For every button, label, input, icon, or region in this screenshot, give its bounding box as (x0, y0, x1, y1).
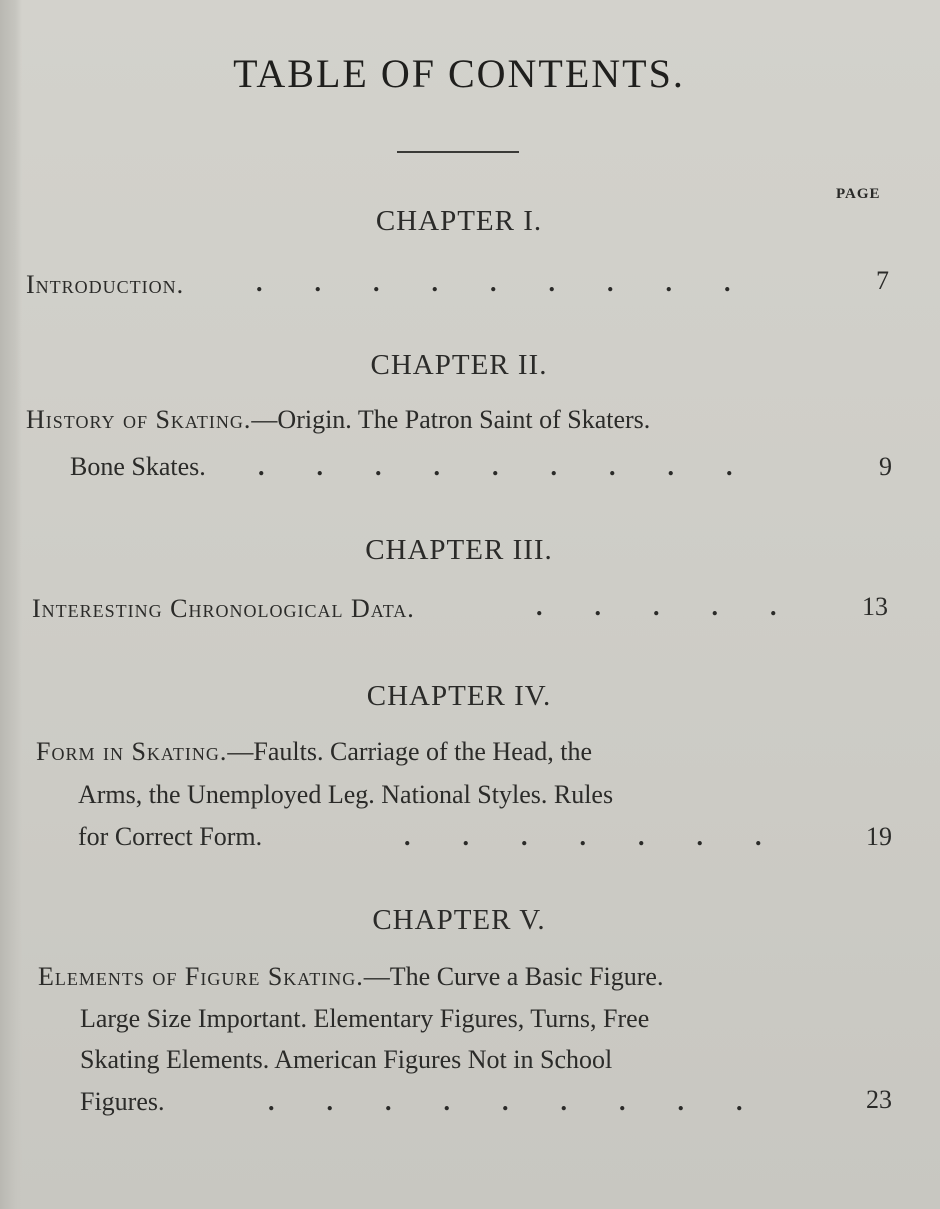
toc-entry-2[interactable] (26, 405, 650, 435)
entry-text-line: —Faults. Carriage of the Head, the (227, 737, 593, 766)
leader-dots: . . . . . . . . . (256, 268, 731, 297)
chapter-heading-1: CHAPTER I. (375, 205, 543, 237)
chapter-heading-4: CHAPTER IV. (366, 680, 552, 712)
chapter-heading-2: CHAPTER II. (370, 349, 548, 381)
page-number-3: 13 (862, 592, 888, 621)
entry-title-history: History of Skating. (26, 405, 252, 434)
page-number-4: 19 (866, 822, 892, 851)
entry-title-elements: Elements of Figure Skating. (38, 962, 364, 991)
leader-dots: . . . . . (536, 592, 777, 621)
page-number-1: 7 (876, 266, 889, 295)
toc-entry-3[interactable] (32, 594, 415, 624)
entry-continuation-line: Figures. (80, 1087, 165, 1116)
page-edge-shadow (0, 0, 22, 1209)
page-number-2: 9 (879, 452, 892, 481)
entry-continuation-line: for Correct Form. (78, 822, 263, 851)
leader-dots: . . . . . . . . . (268, 1087, 743, 1116)
title-rule (397, 151, 519, 153)
entry-title-chronological: Interesting Chronological Data. (32, 594, 415, 623)
chapter-heading-3: CHAPTER III. (365, 534, 553, 566)
toc-entry-4[interactable] (36, 737, 592, 767)
toc-entry-1[interactable] (26, 270, 184, 300)
entry-continuation-line: Arms, the Unemployed Leg. National Styles. Rules (78, 780, 614, 809)
leader-dots: . . . . . . . . . (258, 452, 733, 481)
chapter-heading-5: CHAPTER V. (372, 904, 546, 936)
leader-dots: . . . . . . . (404, 822, 762, 851)
entry-text-line: —The Curve a Basic Figure. (363, 962, 664, 991)
entry-title-introduction: Introduction. (26, 270, 185, 299)
entry-continuation-line: Skating Elements. American Figures Not in School (80, 1045, 613, 1074)
page-title: TABLE OF CONTENTS. (233, 51, 685, 96)
toc-entry-5[interactable] (38, 962, 663, 992)
page-number-5: 23 (866, 1085, 892, 1114)
entry-continuation-line: Large Size Important. Elementary Figures, Turns, Free (80, 1004, 650, 1033)
page-column-label: PAGE (836, 186, 881, 202)
entry-text-line: —Origin. The Patron Saint of Skaters. (251, 405, 651, 434)
entry-title-form: Form in Skating. (36, 737, 228, 766)
entry-continuation-line: Bone Skates. (70, 452, 206, 481)
